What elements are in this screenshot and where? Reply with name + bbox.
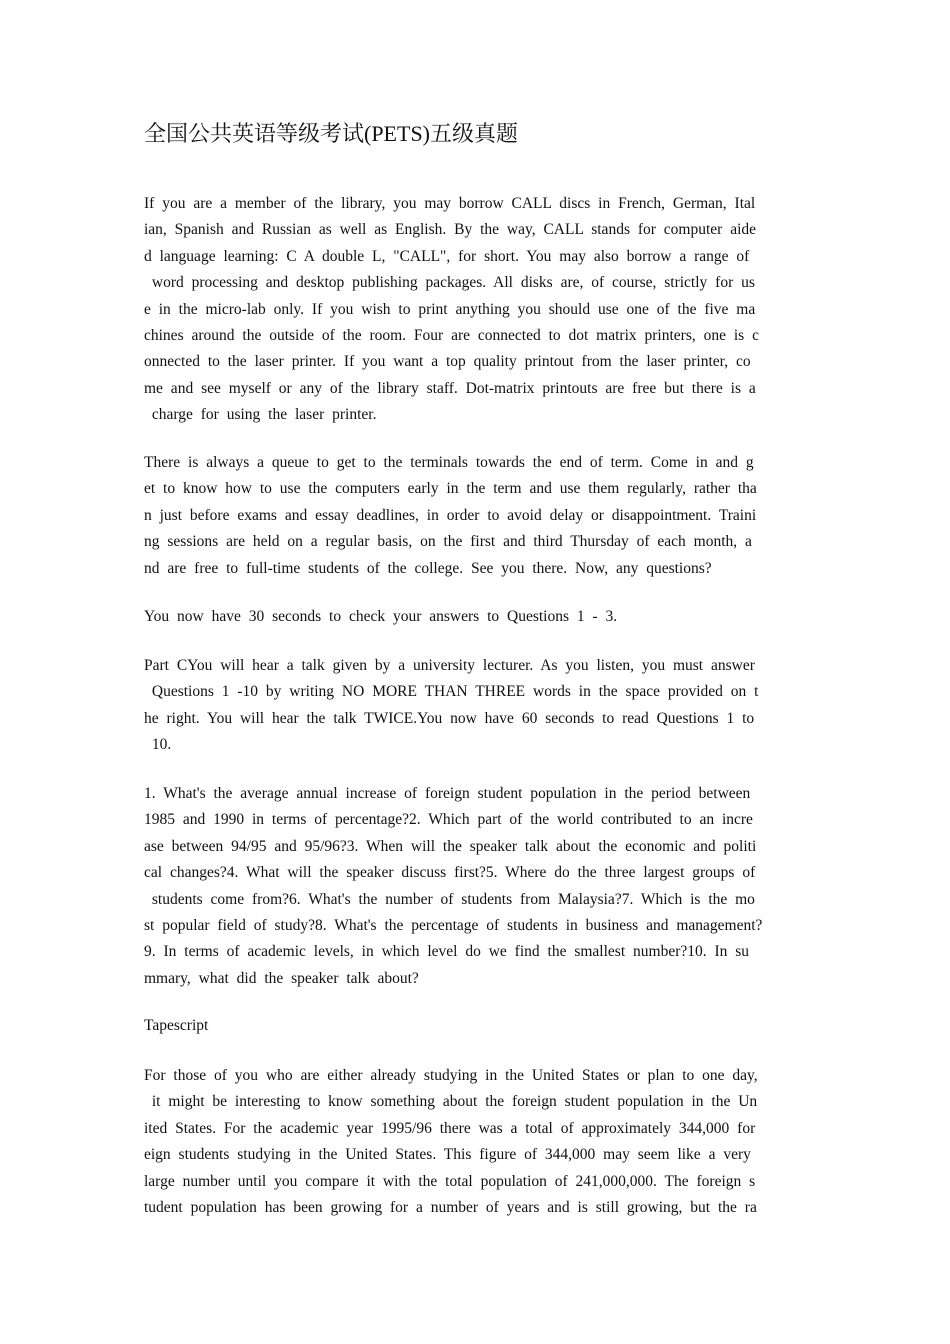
text-line: cal changes?4. What will the speaker discuss first?5. Where do the three largest groups of [144,864,756,882]
text-line: 1. What's the average annual increase of foreign student population in the period between [144,785,751,802]
text-line: chines around the outside of the room. Four are connected to dot matrix printers, one is c [144,326,759,344]
text-line: nd are free to full-time students of the college. See you there. Now, any questions? [144,559,712,577]
text-line: word processing and desktop publishing packages. All disks are, of course, strictly for us [144,274,755,292]
text-line: eign students studying in the United States. This figure of 344,000 may seem like a very [144,1146,751,1164]
text-line: Part CYou will hear a talk given by a university lecturer. As you listen, you must answer [144,657,755,674]
text-line: Questions 1 -10 by writing NO MORE THAN THREE words in the space provided on t [144,683,759,701]
text-line: For those of you who are either already studying in the United States or plan to one day, [144,1067,758,1084]
text-line: charge for using the laser printer. [144,406,377,424]
text-line: ian, Spanish and Russian as well as English. By the way, CALL stands for computer aide [144,221,757,239]
text-line: st popular field of study?8. What's the percentage of students in business and management? [144,916,763,934]
text-line: large number until you compare it with the total population of 241,000,000. The foreign s [144,1172,756,1190]
text-line: 10. [144,736,172,754]
paragraph-tapescript-heading [144,1013,814,1039]
text-line: students come from?6. What's the number of students from Malaysia?7. Which is the mo [144,890,755,908]
text-line: me and see myself or any of the library staff. Dot-matrix printouts are free but there is a [144,379,756,397]
text-line: You now have 30 seconds to check your answers to Questions 1 - 3. [144,608,618,625]
paragraph-terminals-queue [144,450,814,582]
text-line: 1985 and 1990 in terms of percentage?2. Which part of the world contributed to an incre [144,811,753,829]
text-line: Tapescript [144,1017,209,1034]
text-line: ng sessions are held on a regular basis, on the first and third Thursday of each month, a [144,533,752,551]
text-line: e in the micro-lab only. If you wish to print anything you should use one of the five ma [144,300,756,318]
document-title: 全国公共英语等级考试(PETS)五级真题 [144,121,519,146]
text-line: mmary, what did the speaker talk about? [144,969,419,987]
paragraph-questions-list [144,781,814,992]
text-line: ited States. For the academic year 1995/96 there was a total of approximately 344,000 for [144,1119,756,1137]
text-line: If you are a member of the library, you may borrow CALL discs in French, German, Ital [144,195,756,212]
text-line: ase between 94/95 and 95/96?3. When will the speaker talk about the economic and politi [144,837,757,855]
paragraph-tapescript-body [144,1063,814,1221]
text-line: he right. You will hear the talk TWICE.You now have 60 seconds to read Questions 1 to [144,709,755,727]
text-line: n just before exams and essay deadlines, in order to avoid delay or disappointment. Traini [144,506,757,524]
paragraph-library-call-discs [144,191,814,429]
paragraph-check-answers [144,604,814,630]
paragraph-part-c-instructions [144,653,814,759]
text-line: tudent population has been growing for a number of years and is still growing, but the ra [144,1198,757,1216]
text-line: onnected to the laser printer. If you want a top quality printout from the laser printer, co [144,353,751,371]
text-line: et to know how to use the computers early in the term and use them regularly, rather tha [144,480,757,498]
text-line: There is always a queue to get to the terminals towards the end of term. Come in and g [144,454,754,471]
text-line: 9. In terms of academic levels, in which level do we find the smallest number?10. In su [144,943,750,961]
text-line: d language learning: C A double L, "CALL", for short. You may also borrow a range of [144,247,750,265]
text-line: it might be interesting to know something about the foreign student population in the Un [144,1093,758,1111]
